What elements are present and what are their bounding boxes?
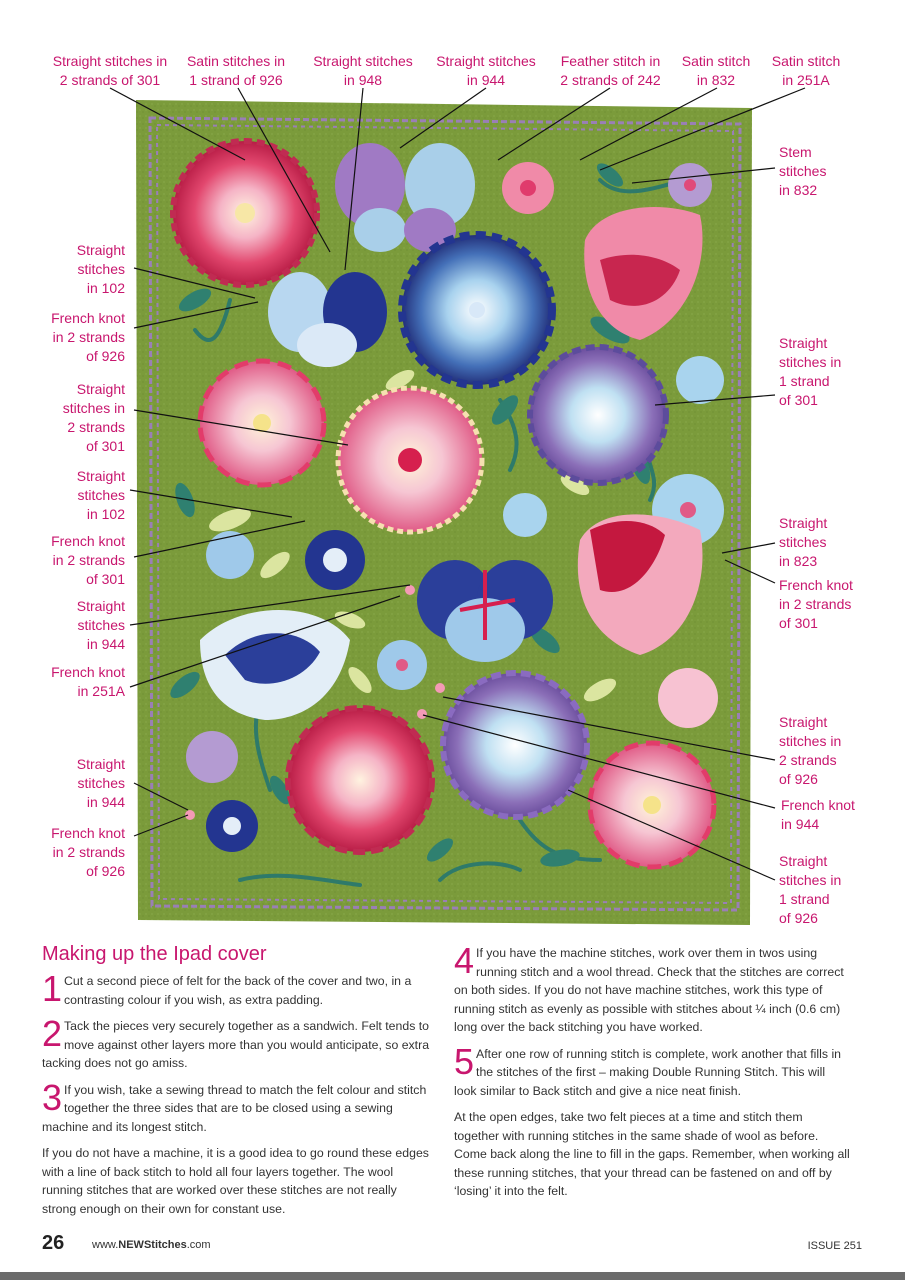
step-number: 4 [454, 940, 475, 981]
url-brand: NEWStitches [118, 1239, 187, 1251]
step-5 [454, 1040, 850, 1101]
step-text: After one row of running stitch is complete, work another that fills in the stitches of the first – making Double Running Stitch. This will look similar to Back stitch and give a nice neat finish. [454, 1046, 842, 1098]
step-text: If you wish, take a sewing thread to match the felt colour and stitch together the three sides that are to be closed using a sewing machine and its longest stitch. [42, 1082, 427, 1134]
website-link[interactable] [92, 1239, 211, 1251]
label-left-french-926-a: French knot in 2 strands of 926 [51, 310, 125, 364]
step-number: 2 [42, 1013, 63, 1054]
step-4 [454, 940, 850, 1037]
label-right-straight-823: Straight stitches in 823 [779, 515, 828, 569]
page-number: 26 [42, 1232, 65, 1254]
step-1 [42, 968, 434, 1009]
step-2 [42, 1013, 434, 1073]
label-left-french-301: French knot in 2 strands of 301 [51, 533, 125, 587]
label-left-french-251a: French knot in 251A [51, 664, 125, 699]
label-left-french-926-b: French knot in 2 strands of 926 [51, 825, 125, 879]
paragraph: If you do not have a machine, it is a good idea to go round these edges with a line of back stitch to hold all four layers together. The wool running stitches that are worked over these stitches are not really strong enough on their own for constant use. [42, 1146, 429, 1216]
label-straight-944-top: Straight stitches in 944 [436, 53, 536, 88]
url-prefix: www. [92, 1239, 119, 1251]
label-satin-251a: Satin stitch in 251A [771, 53, 841, 88]
label-satin-926: Satin stitches in 1 strand of 926 [186, 53, 286, 88]
article-column-right [454, 940, 850, 1209]
label-right-stem-832: Stem stitches in 832 [779, 144, 827, 198]
paragraph: At the open edges, take two felt pieces at a time and stitch them together with running stitches in the same shade of wool as before. Come back along the line to fill in the gaps. Remember, when working all these running stitches, that your thread can be fastened on and off by ‘losing’ it into the felt. [454, 1110, 850, 1198]
label-right-straight-926-1: Straight stitches in 1 strand of 926 [779, 853, 842, 926]
article-title: Making up the Ipad cover [42, 943, 267, 965]
label-right-straight-926-2: Straight stitches in 2 strands of 926 [779, 714, 842, 787]
step-number: 1 [42, 968, 63, 1009]
step-text: If you have the machine stitches, work over them in twos using running stitch and a wool thread. Check that the stitches are correct on both sides. If you do not have machine stitches, work this type of running stitch as evenly as possible with stitches about ¼ inch (0.6 cm) long over the back stitching you have worked. [454, 946, 844, 1034]
bottom-bar [0, 1272, 905, 1280]
article-column-left [42, 968, 434, 1226]
label-left-straight-944-b: Straight stitches in 944 [76, 756, 125, 810]
label-straight-301-top: Straight stitches in 2 strands of 301 [52, 53, 168, 88]
step-number: 5 [454, 1040, 475, 1082]
label-left-straight-102-b: Straight stitches in 102 [76, 468, 125, 522]
label-left-straight-301: Straight stitches in 2 strands of 301 [62, 381, 125, 454]
step-text: Tack the pieces very securely together as a sandwich. Felt tends to move against other layers more than you would anticipate, so extra tacking does not go amiss. [42, 1019, 430, 1070]
issue-number: ISSUE 251 [807, 1240, 862, 1252]
label-right-french-944: French knot in 944 [781, 797, 855, 832]
url-suffix: .com [186, 1239, 211, 1251]
step-number: 3 [42, 1076, 63, 1118]
label-right-french-301: French knot in 2 strands of 301 [779, 577, 853, 631]
step-3 [42, 1076, 434, 1137]
label-feather-242: Feather stitch in 2 strands of 242 [560, 53, 661, 88]
label-left-straight-944-a: Straight stitches in 944 [76, 598, 125, 652]
label-straight-948: Straight stitches in 948 [313, 53, 413, 88]
label-satin-832: Satin stitch in 832 [681, 53, 751, 88]
label-right-straight-301: Straight stitches in 1 strand of 301 [779, 335, 842, 408]
step-text: Cut a second piece of felt for the back of the cover and two, in a contrasting colour if you wish, as extra padding. [64, 974, 412, 1007]
label-left-straight-102-a: Straight stitches in 102 [76, 242, 125, 296]
